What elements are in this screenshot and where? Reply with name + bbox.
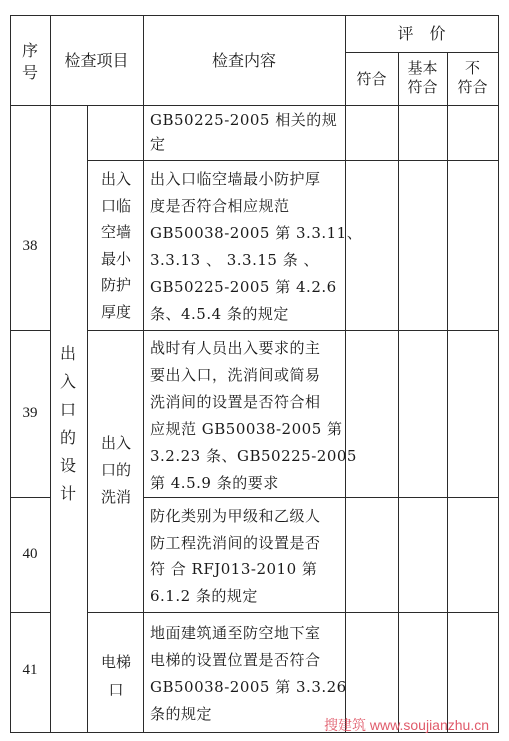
rule xyxy=(10,612,50,613)
header-not-conform: 不 符合 xyxy=(457,59,488,96)
watermark: 搜建筑 www.soujianzhu.cn xyxy=(324,717,489,733)
header-conform: 符合 xyxy=(356,70,387,88)
rule xyxy=(10,497,50,498)
rule xyxy=(498,15,499,733)
row-content: 战时有人员出入要求的主 要出入口，洗消间或简易 洗消间的设置是否符合相 应规范 GB50038-2005 第 3.2.23 条、GB50225-2005 第 4.5.9 条的要求 xyxy=(150,339,357,492)
row-seq: 40 xyxy=(22,546,38,562)
header-evaluation: 评 价 xyxy=(397,24,446,43)
rule xyxy=(87,105,88,733)
group-label: 出 入 口 的 设 计 xyxy=(59,344,76,503)
row-seq: 38 xyxy=(22,238,38,254)
rule xyxy=(143,497,498,498)
rule xyxy=(10,15,11,733)
header-basic-conform: 基本 符合 xyxy=(407,59,438,96)
row-content: 防化类别为甲级和乙级人 防工程洗消间的设置是否 符 合 RFJ013-2010 第 6.1.2 条的规定 xyxy=(150,507,321,605)
row-content: 地面建筑通至防空地下室 电梯的设置位置是否符合 GB50038-2005 第 3.3.26 条的规定 xyxy=(150,624,347,723)
rule xyxy=(10,105,498,106)
row-sub-item: 出入 口的 洗消 xyxy=(100,434,131,506)
header-content: 检查内容 xyxy=(211,51,276,70)
rule xyxy=(143,15,144,733)
header-item: 检查项目 xyxy=(64,51,129,70)
row-seq: 39 xyxy=(22,405,38,421)
row-content: 出入口临空墙最小防护厚 度是否符合相应规范 GB50038-2005 第 3.3.11、 3.3.13 、 3.3.15 条 、 GB50225-2005 第 4.2.6 条、4.5.4 条的规定 xyxy=(150,170,363,323)
rule xyxy=(87,330,498,331)
header-seq: 序 号 xyxy=(21,41,38,82)
rule xyxy=(398,52,399,733)
rule xyxy=(10,15,498,16)
row-seq: 41 xyxy=(22,662,38,678)
rule xyxy=(87,160,498,161)
rule xyxy=(87,612,498,613)
rule xyxy=(345,52,498,53)
rule xyxy=(447,52,448,733)
rule xyxy=(50,15,51,733)
rule xyxy=(10,330,50,331)
row-sub-item: 出入 口临 空墙 最小 防护 厚度 xyxy=(100,170,131,321)
row-content: GB50225-2005 相关的规 定 xyxy=(150,111,338,153)
row-sub-item: 电梯 口 xyxy=(100,653,131,699)
